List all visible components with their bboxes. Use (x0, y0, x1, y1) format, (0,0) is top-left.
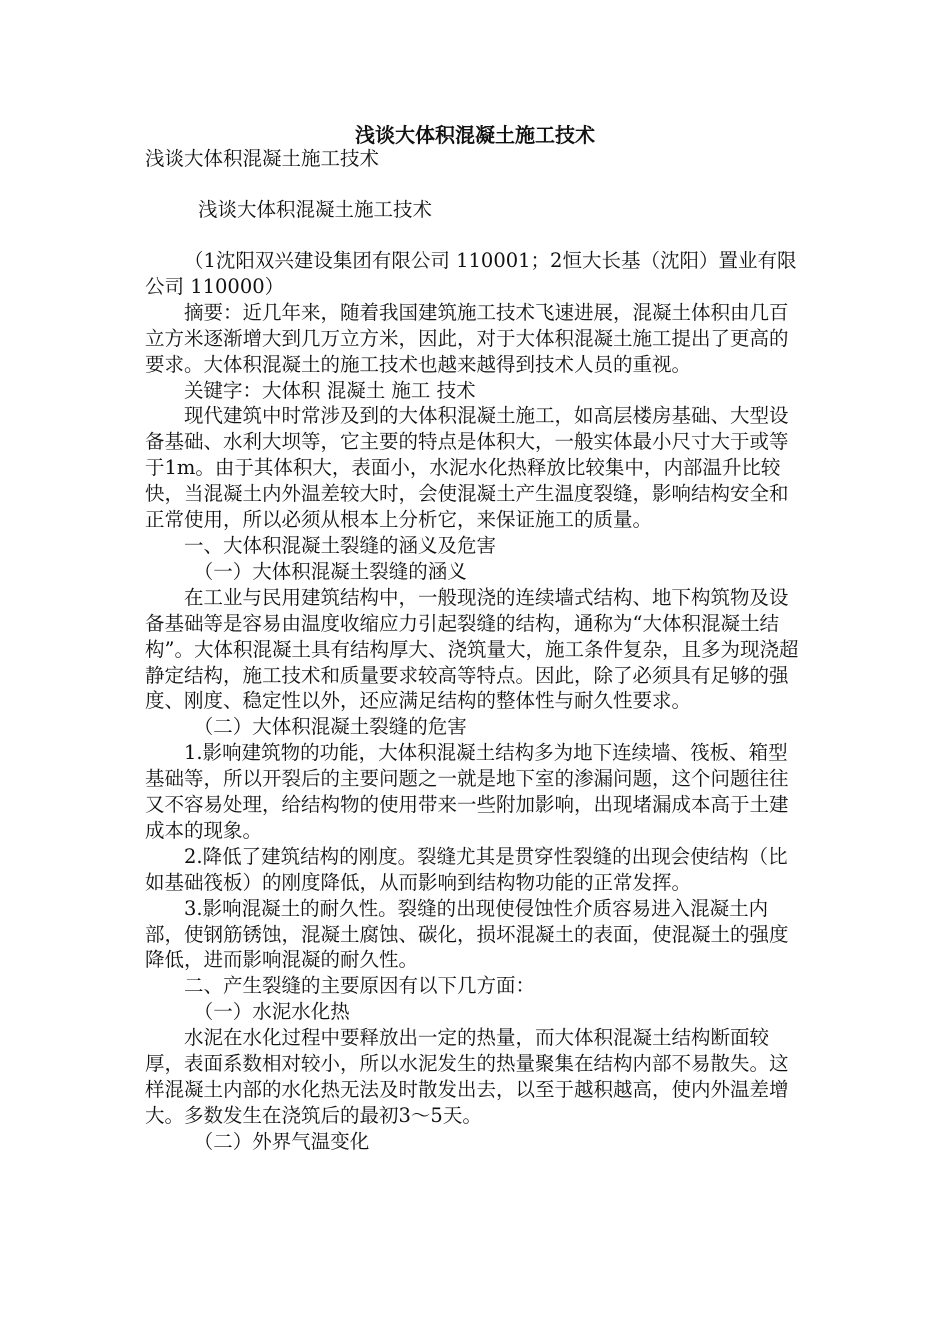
subsection-heading: （一）大体积混凝土裂缝的涵义 (193, 559, 467, 583)
abstract: 摘要：近几年来，随着我国建筑施工技术飞速进展，混凝土体积由几百立方米逐渐增大到几万立方米，因此，对于大体积混凝土施工提出了更高的要求。大体积混凝土的施工技术也越来越得到技术人员的重视。 (145, 300, 789, 376)
section-heading: 二、产生裂缝的主要原因有以下几方面： (184, 974, 536, 998)
subsection-heading: （一）水泥水化热 (193, 1000, 350, 1024)
paragraph: 在工业与民用建筑结构中，一般现浇的连续墙式结构、地下构筑物及设备基础等是容易由温度收缩应力引起裂缝的结构，通称为“大体积混凝土结构”。大体积混凝土具有结构厚大、浇筑量大，施工条件复杂，且多为现浇超静定结构，施工技术和质量要求较高等特点。因此，除了必须具有足够的强度、刚度、稳定性以外，还应满足结构的整体性与耐久性要求。 (145, 585, 799, 713)
subsection-heading: （二）大体积混凝土裂缝的危害 (193, 715, 467, 739)
article-body (145, 248, 805, 1155)
list-item: 2.降低了建筑结构的刚度。裂缝尤其是贯穿性裂缝的出现会使结构（比如基础筏板）的刚度降低，从而影响到结构物功能的正常发挥。 (145, 844, 788, 894)
intro-paragraph: 现代建筑中时常涉及到的大体积混凝土施工，如高层楼房基础、大型设备基础、水利大坝等，它主要的特点是体积大，一般实体最小尺寸大于或等于1m。由于其体积大，表面小，水泥水化热释放比较集中，内部温升比较快，当混凝土内外温差较大时，会使混凝土产生温度裂缝，影响结构安全和正常使用，所以必须从根本上分析它，来保证施工的质量。 (145, 404, 789, 532)
subsection-heading: （二）外界气温变化 (193, 1129, 370, 1153)
document-title: 浅谈大体积混凝土施工技术 (355, 123, 595, 147)
list-item: 1.影响建筑物的功能，大体积混凝土结构多为地下连续墙、筏板、箱型基础等，所以开裂后的主要问题之一就是地下室的渗漏问题，这个问题往往又不容易处理，给结构物的使用带来一些附加影响，出现堵漏成本高于土建成本的现象。 (145, 741, 789, 842)
list-item: 3.影响混凝土的耐久性。裂缝的出现使侵蚀性介质容易进入混凝土内部，使钢筋锈蚀，混凝土腐蚀、碳化，损坏混凝土的表面，使混凝土的强度降低，进而影响混凝的耐久性。 (145, 896, 789, 972)
keywords: 关键字：大体积 混凝土 施工 技术 (184, 378, 476, 402)
document-subtitle: 浅谈大体积混凝土施工技术 (145, 147, 380, 170)
paragraph: 水泥在水化过程中要释放出一定的热量，而大体积混凝土结构断面较厚，表面系数相对较小，所以水泥发生的热量聚集在结构内部不易散失。这样混凝土内部的水化热无法及时散发出去，以至于越积越高，使内外温差增大。多数发生在浇筑后的最初3～5天。 (145, 1026, 789, 1127)
article-title: 浅谈大体积混凝土施工技术 (198, 198, 433, 221)
affiliation: （1沈阳双兴建设集团有限公司 110001；2恒大长基（沈阳）置业有限公司 110000） (145, 249, 797, 298)
section-heading: 一、大体积混凝土裂缝的涵义及危害 (184, 533, 497, 557)
